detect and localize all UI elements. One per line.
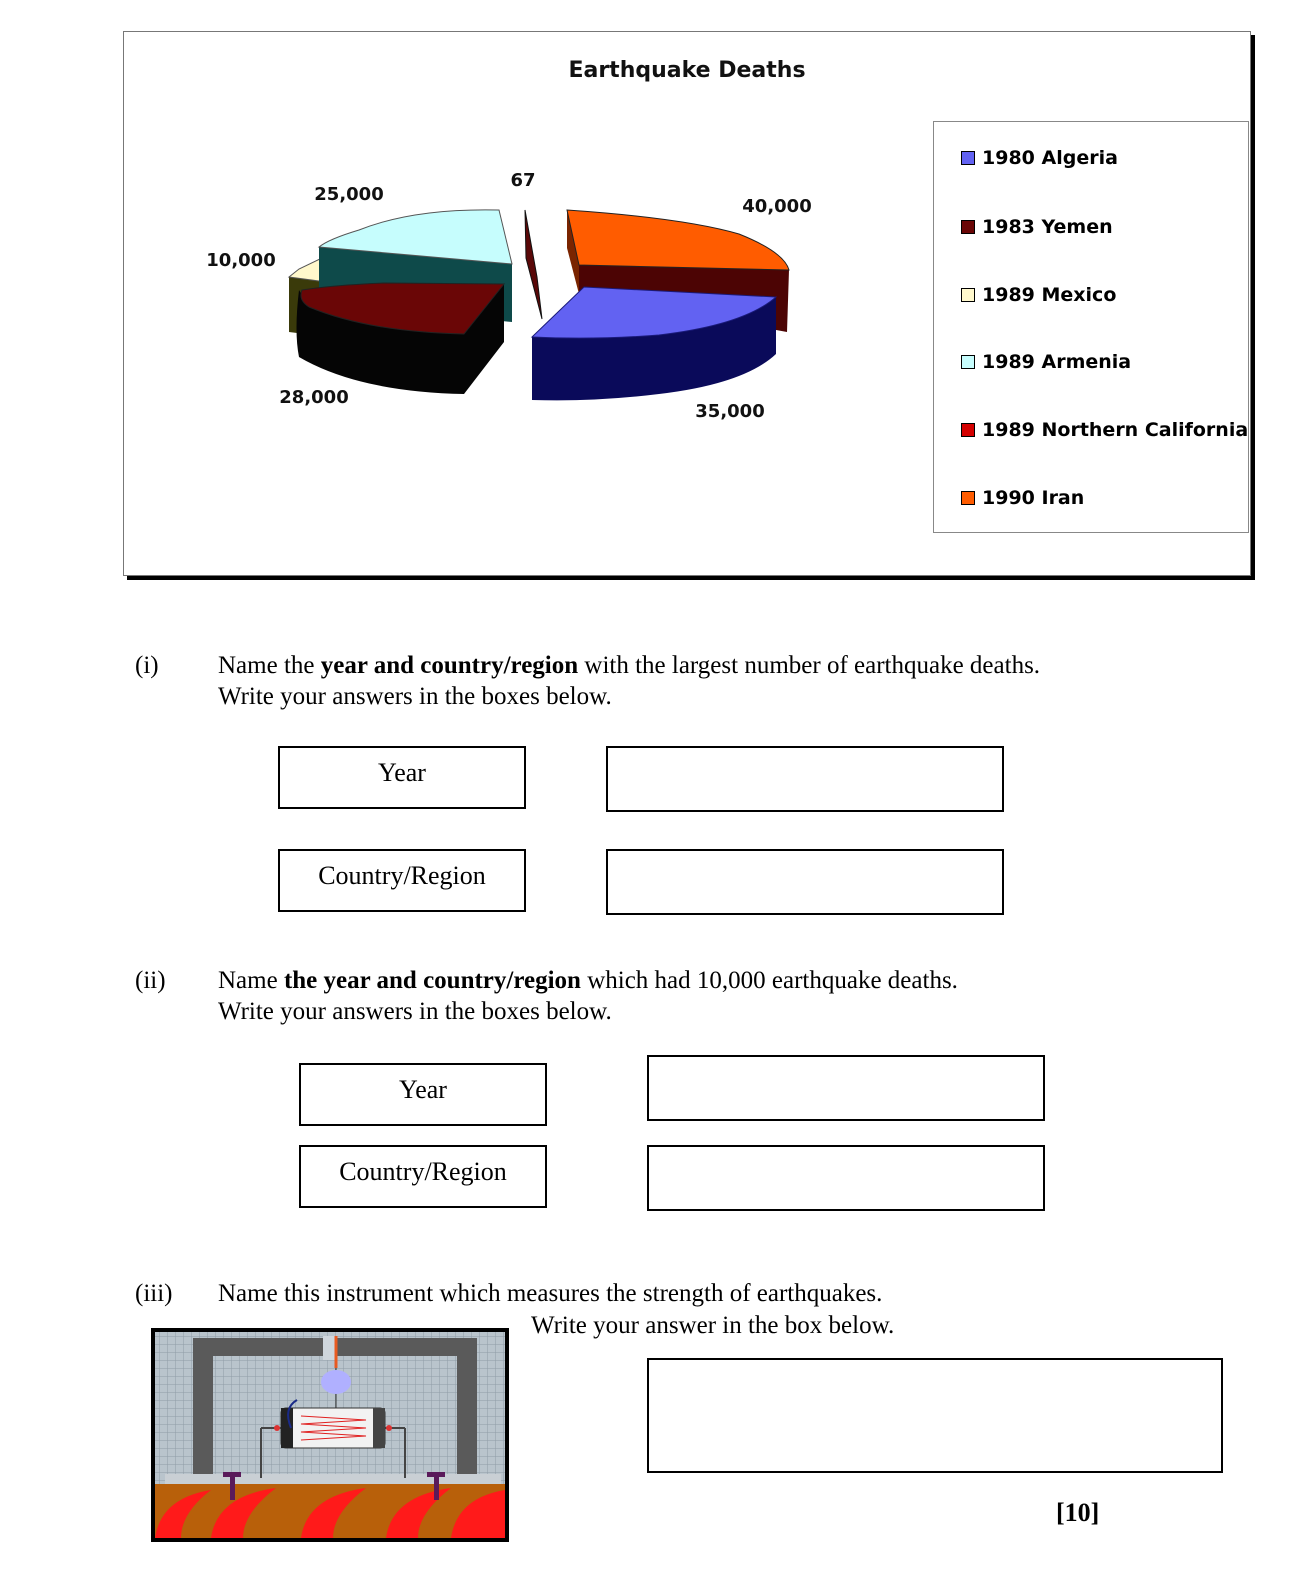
slice-1983-yemen bbox=[297, 283, 505, 394]
question-text: Name this instrument which measures the strength of earthquakes. bbox=[218, 1280, 883, 1307]
question-text: Name the year and country/region which had 10,000 earthquake deaths. bbox=[218, 967, 958, 994]
legend-swatch bbox=[961, 220, 975, 234]
country-region-answer-box[interactable] bbox=[647, 1145, 1045, 1211]
label-algeria: 35,000 bbox=[695, 401, 765, 422]
legend-item-yemen: 1983 Yemen bbox=[961, 215, 1113, 239]
slice-1980-algeria bbox=[532, 287, 776, 400]
year-label-box: Year bbox=[299, 1063, 547, 1126]
question-number: (ii) bbox=[135, 967, 166, 994]
year-label-box: Year bbox=[278, 746, 526, 809]
question-number: (i) bbox=[135, 652, 159, 679]
question-instruction: Write your answers in the boxes below. bbox=[218, 683, 612, 710]
question-instruction: Write your answer in the box below. bbox=[531, 1312, 895, 1339]
chart-legend bbox=[933, 121, 1249, 533]
label-iran: 40,000 bbox=[742, 196, 812, 217]
marks-total: [10] bbox=[1056, 1498, 1100, 1527]
instrument-answer-box[interactable] bbox=[647, 1358, 1223, 1473]
country-region-answer-box[interactable] bbox=[606, 849, 1004, 915]
legend-item-northern-california: 1989 Northern California bbox=[961, 418, 1248, 442]
legend-swatch bbox=[961, 151, 975, 165]
seismograph-image bbox=[151, 1328, 509, 1542]
year-answer-box[interactable] bbox=[606, 746, 1004, 812]
label-northern-california: 67 bbox=[510, 170, 536, 191]
country-region-label-box: Country/Region bbox=[278, 849, 526, 912]
legend-item-iran: 1990 Iran bbox=[961, 486, 1084, 510]
chart-title: Earthquake Deaths bbox=[568, 58, 806, 83]
legend-item-armenia: 1989 Armenia bbox=[961, 350, 1131, 374]
country-region-label-box: Country/Region bbox=[299, 1145, 547, 1208]
legend-swatch bbox=[961, 288, 975, 302]
legend-item-mexico: 1989 Mexico bbox=[961, 283, 1116, 307]
question-number: (iii) bbox=[135, 1280, 173, 1307]
question-text: Name the year and country/region with the largest number of earthquake deaths. bbox=[218, 652, 1041, 679]
label-mexico: 10,000 bbox=[206, 250, 276, 271]
legend-swatch bbox=[961, 423, 975, 437]
legend-swatch bbox=[961, 355, 975, 369]
year-answer-box[interactable] bbox=[647, 1055, 1045, 1121]
legend-swatch bbox=[961, 491, 975, 505]
slice-1989-northern-california bbox=[525, 210, 542, 319]
label-armenia: 25,000 bbox=[314, 184, 384, 205]
legend-item-algeria: 1980 Algeria bbox=[961, 146, 1118, 170]
question-instruction: Write your answers in the boxes below. bbox=[218, 998, 612, 1025]
label-yemen: 28,000 bbox=[279, 387, 349, 408]
